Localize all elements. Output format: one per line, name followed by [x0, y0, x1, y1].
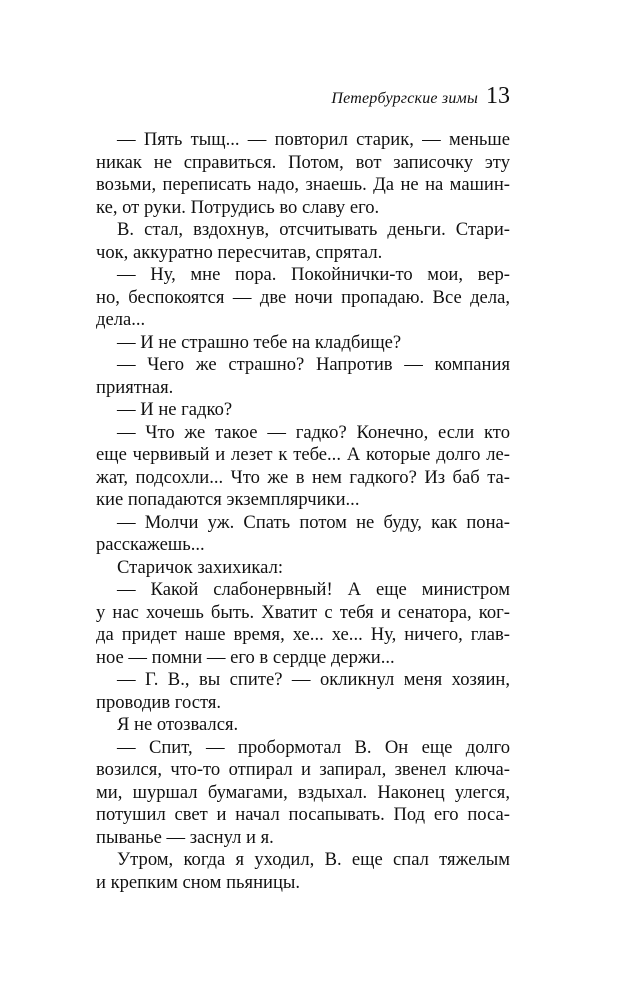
text-line: ми, шуршал бумагами, вздыхал. Наконец улегся,: [96, 781, 510, 803]
running-head: [331, 84, 510, 108]
text-line: — И не гадко?: [117, 399, 233, 420]
text-line: ное — помни — его в сердце держи...: [96, 646, 395, 668]
running-title: Петербургские зимы: [331, 90, 478, 107]
text-line: еще червивый и лезет к тебе... А которые долго ле-: [96, 444, 510, 465]
text-line: возьми, переписать надо, знаешь. Да не на машин-: [96, 174, 510, 195]
text-line: — И не страшно тебе на кладбище?: [117, 331, 402, 353]
text-line: чок, аккуратно пересчитав, спрятал.: [96, 241, 383, 263]
text-line: жат, подсохли... Что же в нем гадкого? Из баб та-: [96, 466, 510, 488]
page-number: 13: [486, 83, 510, 109]
text-line: дела...: [96, 309, 146, 330]
text-line: проводив гостя.: [96, 691, 222, 713]
text-line: — Спит, — пробормотал В. Он еще долго: [117, 736, 510, 758]
text-line: — Какой слабонервный! А еще министром: [117, 579, 510, 600]
text-line: — Г. В., вы спите? — окликнул меня хозяин,: [117, 669, 510, 690]
text-line: никак не справиться. Потом, вот записочку эту: [96, 151, 510, 173]
text-line: у нас хочешь быть. Хватит с тебя и сенатора, ког-: [96, 601, 510, 623]
text-line: В. стал, вздохнув, отсчитывать деньги. Стари-: [117, 219, 510, 240]
text-line: Я не отозвался.: [117, 714, 239, 735]
text-line: пыванье — заснул и я.: [96, 826, 274, 848]
text-line: кие попадаются экземплярчики...: [96, 489, 360, 510]
text-line: ке, от руки. Потрудись во славу его.: [96, 196, 380, 218]
text-line: Старичок захихикал:: [117, 556, 284, 578]
text-line: — Чего же страшно? Напротив — компания: [117, 354, 510, 375]
text-line: расскажешь...: [96, 534, 205, 555]
body-text: [96, 129, 510, 894]
text-line: да придет наше время, хе... хе... Ну, ничего, глав-: [96, 624, 510, 645]
text-line: возился, что-то отпирал и запирал, звенел ключа-: [96, 759, 510, 780]
text-line: и крепким сном пьяницы.: [96, 871, 301, 893]
text-line: потушил свет и начал посапывать. Под его поса-: [96, 804, 510, 825]
text-line: — Пять тыщ... — повторил старик, — меньше: [117, 129, 510, 150]
text-line: — Молчи уж. Спать потом не буду, как пона-: [117, 511, 510, 533]
text-line: приятная.: [96, 376, 174, 398]
text-line: — Что же такое — гадко? Конечно, если кто: [117, 421, 510, 443]
text-line: — Ну, мне пора. Покойнички-то мои, вер-: [117, 264, 510, 285]
text-line: Утром, когда я уходил, В. еще спал тяжелым: [117, 849, 510, 870]
text-line: но, беспокоятся — две ночи пропадаю. Все дела,: [96, 286, 510, 308]
